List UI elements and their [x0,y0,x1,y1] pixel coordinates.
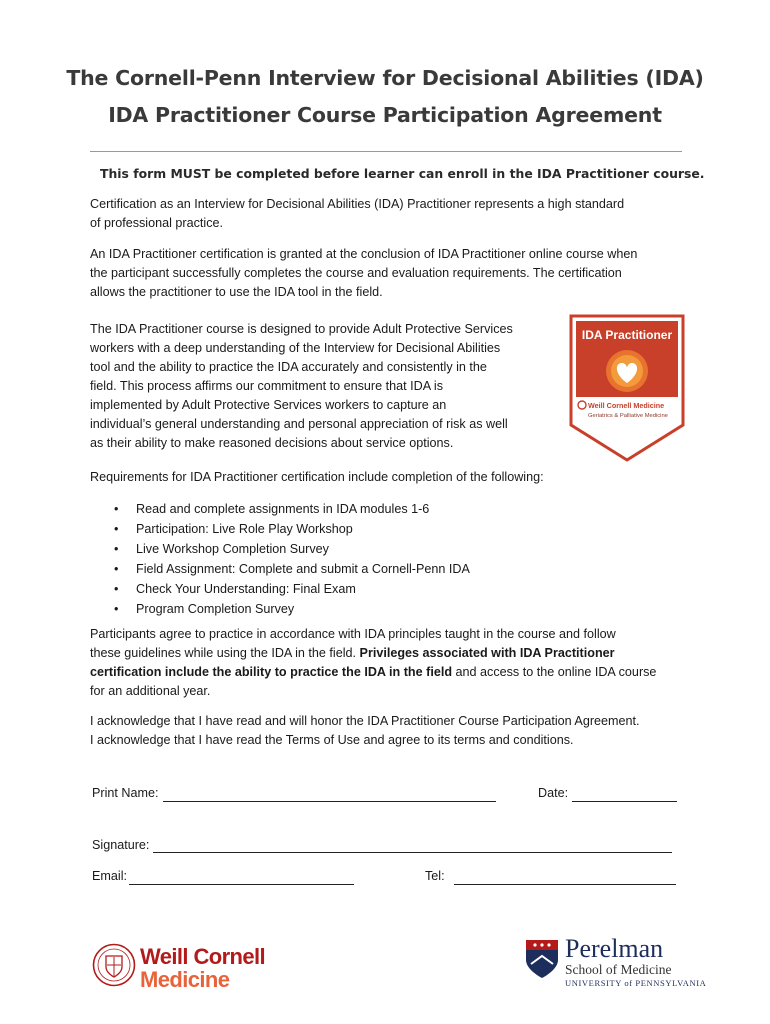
text-line: of professional practice. [90,216,224,230]
email-label: Email: [92,869,127,883]
privileges-bold-text: certification include the ability to practice the IDA in the field [90,665,453,679]
penn-logo-line2: School of Medicine [565,962,672,977]
badge-org: Weill Cornell Medicine [588,401,665,410]
text-line: field. This process affirms our commitment to ensure that IDA is [90,379,443,393]
paragraph-participant-agreement [90,625,656,701]
text-line: Requirements for IDA Practitioner certification include completion of the following: [90,470,544,484]
text-line: Certification as an Interview for Decisional Abilities (IDA) Practitioner represents a high standard [90,197,625,211]
penn-logo-line3: UNIVERSITY of PENNSYLVANIA [565,978,707,988]
text-line: the participant successfully completes the course and evaluation requirements. The certification [90,266,622,280]
text-line: tool and the ability to practice the IDA accurately and consistently in the [90,360,487,374]
text-segment: these guidelines while using the IDA in the field. [90,646,360,660]
email-field[interactable] [129,884,354,885]
wcm-logo-line1: Weill Cornell [140,944,266,969]
text-line [90,663,656,682]
tel-label: Tel: [425,869,445,883]
date-field[interactable] [572,801,677,802]
paragraph-course-design [90,320,513,453]
text-line: individual’s general understanding and personal appreciation of risk as well [90,417,508,431]
list-item: • Program Completion Survey [90,599,470,619]
privileges-bold-text: Privileges associated with IDA Practitioner [359,646,615,660]
signature-field[interactable] [153,852,672,853]
list-item: • Participation: Live Role Play Workshop [90,519,470,539]
requirements-list [90,499,470,619]
heart-icon [606,350,648,392]
text-line: An IDA Practitioner certification is granted at the conclusion of IDA Practitioner online course when [90,247,638,261]
print-name-label: Print Name: [92,786,159,800]
text-line: workers with a deep understanding of the Interview for Decisional Abilities [90,341,501,355]
text-line: as their ability to make reasoned decisions about service options. [90,436,454,450]
enrollment-notice: This form MUST be completed before learner can enroll in the IDA Practitioner course. [100,166,705,181]
list-item: • Check Your Understanding: Final Exam [90,579,470,599]
print-name-field[interactable] [163,801,496,802]
tel-field[interactable] [454,884,676,885]
text-line: implemented by Adult Protective Services workers to capture an [90,398,447,412]
text-line: Participants agree to practice in accordance with IDA principles taught in the course and follow [90,627,616,641]
requirements-intro [90,468,544,487]
text-line [90,644,656,663]
penn-shield-icon [524,938,560,980]
text-segment: and access to the online IDA course [452,665,657,679]
badge-dept: Geriatrics & Palliative Medicine [588,413,668,419]
title-divider [90,151,682,152]
ida-practitioner-badge [568,313,686,463]
list-item: • Field Assignment: Complete and submit a Cornell-Penn IDA [90,559,470,579]
weill-cornell-seal-icon [92,943,136,987]
weill-cornell-logo [140,945,265,991]
document-subtitle: IDA Practitioner Course Participation Agreement [108,103,662,127]
list-item: • Live Workshop Completion Survey [90,539,470,559]
perelman-logo [565,936,706,988]
text-line: I acknowledge that I have read the Terms of Use and agree to its terms and conditions. [90,733,574,747]
paragraph-granting [90,245,637,302]
wcm-logo-line2: Medicine [140,967,230,992]
text-line: for an additional year. [90,684,211,698]
badge-title: IDA Practitioner [581,328,673,342]
penn-logo-line1: Perelman [565,934,664,963]
text-line: I acknowledge that I have read and will honor the IDA Practitioner Course Participation Agreement. [90,714,640,728]
list-item: • Read and complete assignments in IDA modules 1-6 [90,499,470,519]
text-line: The IDA Practitioner course is designed to provide Adult Protective Services [90,322,513,336]
acknowledgement [90,712,640,750]
date-label: Date: [538,786,569,800]
signature-label: Signature: [92,838,150,852]
text-line: allows the practitioner to use the IDA tool in the field. [90,285,383,299]
paragraph-certification [90,195,624,233]
document-title: The Cornell-Penn Interview for Decisional Abilities (IDA) [66,66,704,90]
